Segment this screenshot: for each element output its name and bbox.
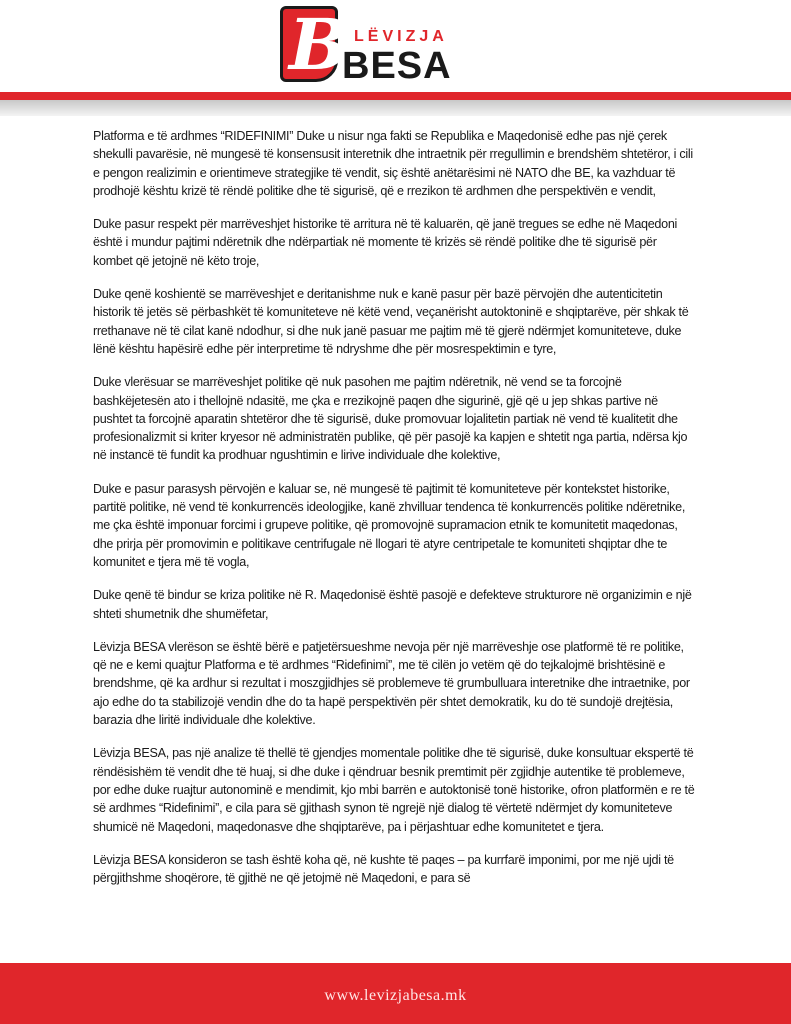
- paragraph-9: Lëvizja BESA konsideron se tash është koha që, në kushte të paqes – pa kurrfarë imponimi, por me një ujdi të përgjithshme shoqërore, të gjithë ne që jetojmë në Maqedoni, e para së: [93, 852, 674, 886]
- footer-website-url: www.levizjabesa.mk: [324, 987, 467, 1004]
- header-gray-stripe: [0, 100, 791, 116]
- page-footer: [0, 963, 791, 1024]
- besa-logo: [280, 3, 452, 88]
- paragraph-7: Lëvizja BESA vlerëson se është bërë e patjetërsueshme nevoja për një marrëveshje ose platformë të re politike, që ne e kemi quajtur Platforma e të ardhmes “Ridefinimi”, me të cilën jo vetëm që do tejkalojmë brishtësinë e brendshme, që ka ardhur si rezultat i moszgjidhjes së problemeve të grumbulluara interetnike dhe intraetnike, por ajo edhe do ta stabilizojë vendin dhe do ta hapë perspektivën për shtet demokratik, ku do të sundojë drejtësia, barazia dhe liritë individuale dhe kolektive.: [93, 639, 690, 728]
- paragraph-8: Lëvizja BESA, pas një analize të thellë të gjendjes momentale politike dhe të sigurisë, duke konsultuar ekspertë të rëndësishëm të vendit dhe të huaj, si dhe duke i qëndruar besnik premtimit për zgjidhje autentike të problemeve, por edhe duke ruajtur autonominë e mendimit, kjo mbi barrën e autoktonisë tonë historike, ofron platformën e re të së ardhmes “Ridefinimi”, e cila para së gjithash synon të ngrejë një dialog të vërtetë ndërmjet dy komuniteteve shumicë në Maqedoni, maqedonasve dhe shqiptarëve, pa i përjashtuar edhe komunitetet e tjera.: [93, 746, 695, 834]
- page-header: [0, 0, 791, 110]
- logo-mark: [280, 3, 349, 86]
- paragraph-2: Duke pasur respekt për marrëveshjet historike të arritura në të kaluarën, që janë tregues se edhe në Maqedoni është i mundur pajtimi ndëretnik dhe ndërpartiak në momente të krizës së rëndë politike dhe të sigurisë për kombet që jetojnë në këto troje,: [93, 217, 678, 268]
- paragraph-1: Platforma e të ardhmes “RIDEFINIMI” Duke u nisur nga fakti se Republika e Maqedonisë edhe pas një çerek shekulli pavarësie, në mungesë të konsensusit interetnik dhe intraetnik për rregullimin e brendshëm shtetëror, i cili e pengon realizimin e orientimeve strategjike të vendit, siç është anëtarësimi në NATO dhe BE, ka vazhduar të prodhojë kështu krizë të rëndë politike dhe të sigurisë, që e rrezikon të ardhmen dhe perspektivën e vendit,: [93, 129, 693, 198]
- header-red-stripe: [0, 92, 791, 100]
- logo-title: BESA: [342, 45, 452, 87]
- document-body: [93, 127, 698, 902]
- paragraph-4: Duke vlerësuar se marrëveshjet politike që nuk pasohen me pajtim ndëretnik, në vend se ta forcojnë bashkëjetesën ato i thellojnë ndasitë, me çka e rrezikojnë paqen dhe sigurinë, gjë që u jep shkas partive në pushtet ta forcojnë aparatin shtetëror dhe të sigurisë, duke promovuar lojalitetin partiak në vend të kualitetit dhe profesionalizmit si kriter kryesor në administratën publike, që për pasojë ka kapjen e shtetit nga partia, ndërsa kjo në instancë të fundit ka prodhuar ngushtimin e lirive individuale dhe kolektive,: [93, 375, 688, 463]
- paragraph-3: Duke qenë koshientë se marrëveshjet e deritanishme nuk e kanë pasur për bazë përvojën dhe autenticitetin historik të jetës së përbashkët të komuniteteve në këtë vend, veçanërisht autoktoninë e shqiptarëve, për shkak të rrethanave në të cilat kanë ndodhur, si dhe nuk janë pasuar me pajtim më të gjerë ndërmjet komuniteteve, duke lënë kështu hapësirë edhe për interpretime të ndryshme dhe për mosrespektimin e tyre,: [93, 287, 689, 356]
- paragraph-5: Duke e pasur parasysh përvojën e kaluar se, në mungesë të pajtimit të komuniteteve për kontekstet historike, partitë politike, në vend të konkurrencës ideologjike, kanë zhvilluar tendenca të konkurrencës politike ndëretnike, me çka është imponuar forcimi i grupeve politike, që promovojnë supramacion etnik te komunitetit maqedonas, dhe prirja për promovimin e politikave centrifugale në llogari të atyre centripetale te komuniteti shqiptar dhe te komunitet e tjera më të vogla,: [93, 481, 686, 569]
- logo-letter: B: [289, 3, 349, 86]
- logo-subtitle: LËVIZJA: [354, 28, 448, 45]
- paragraph-6: Duke qenë të bindur se kriza politike në R. Maqedonisë është pasojë e defekteve strukturore në organizimin e një shteti shumetnik dhe shumëfetar,: [93, 588, 692, 621]
